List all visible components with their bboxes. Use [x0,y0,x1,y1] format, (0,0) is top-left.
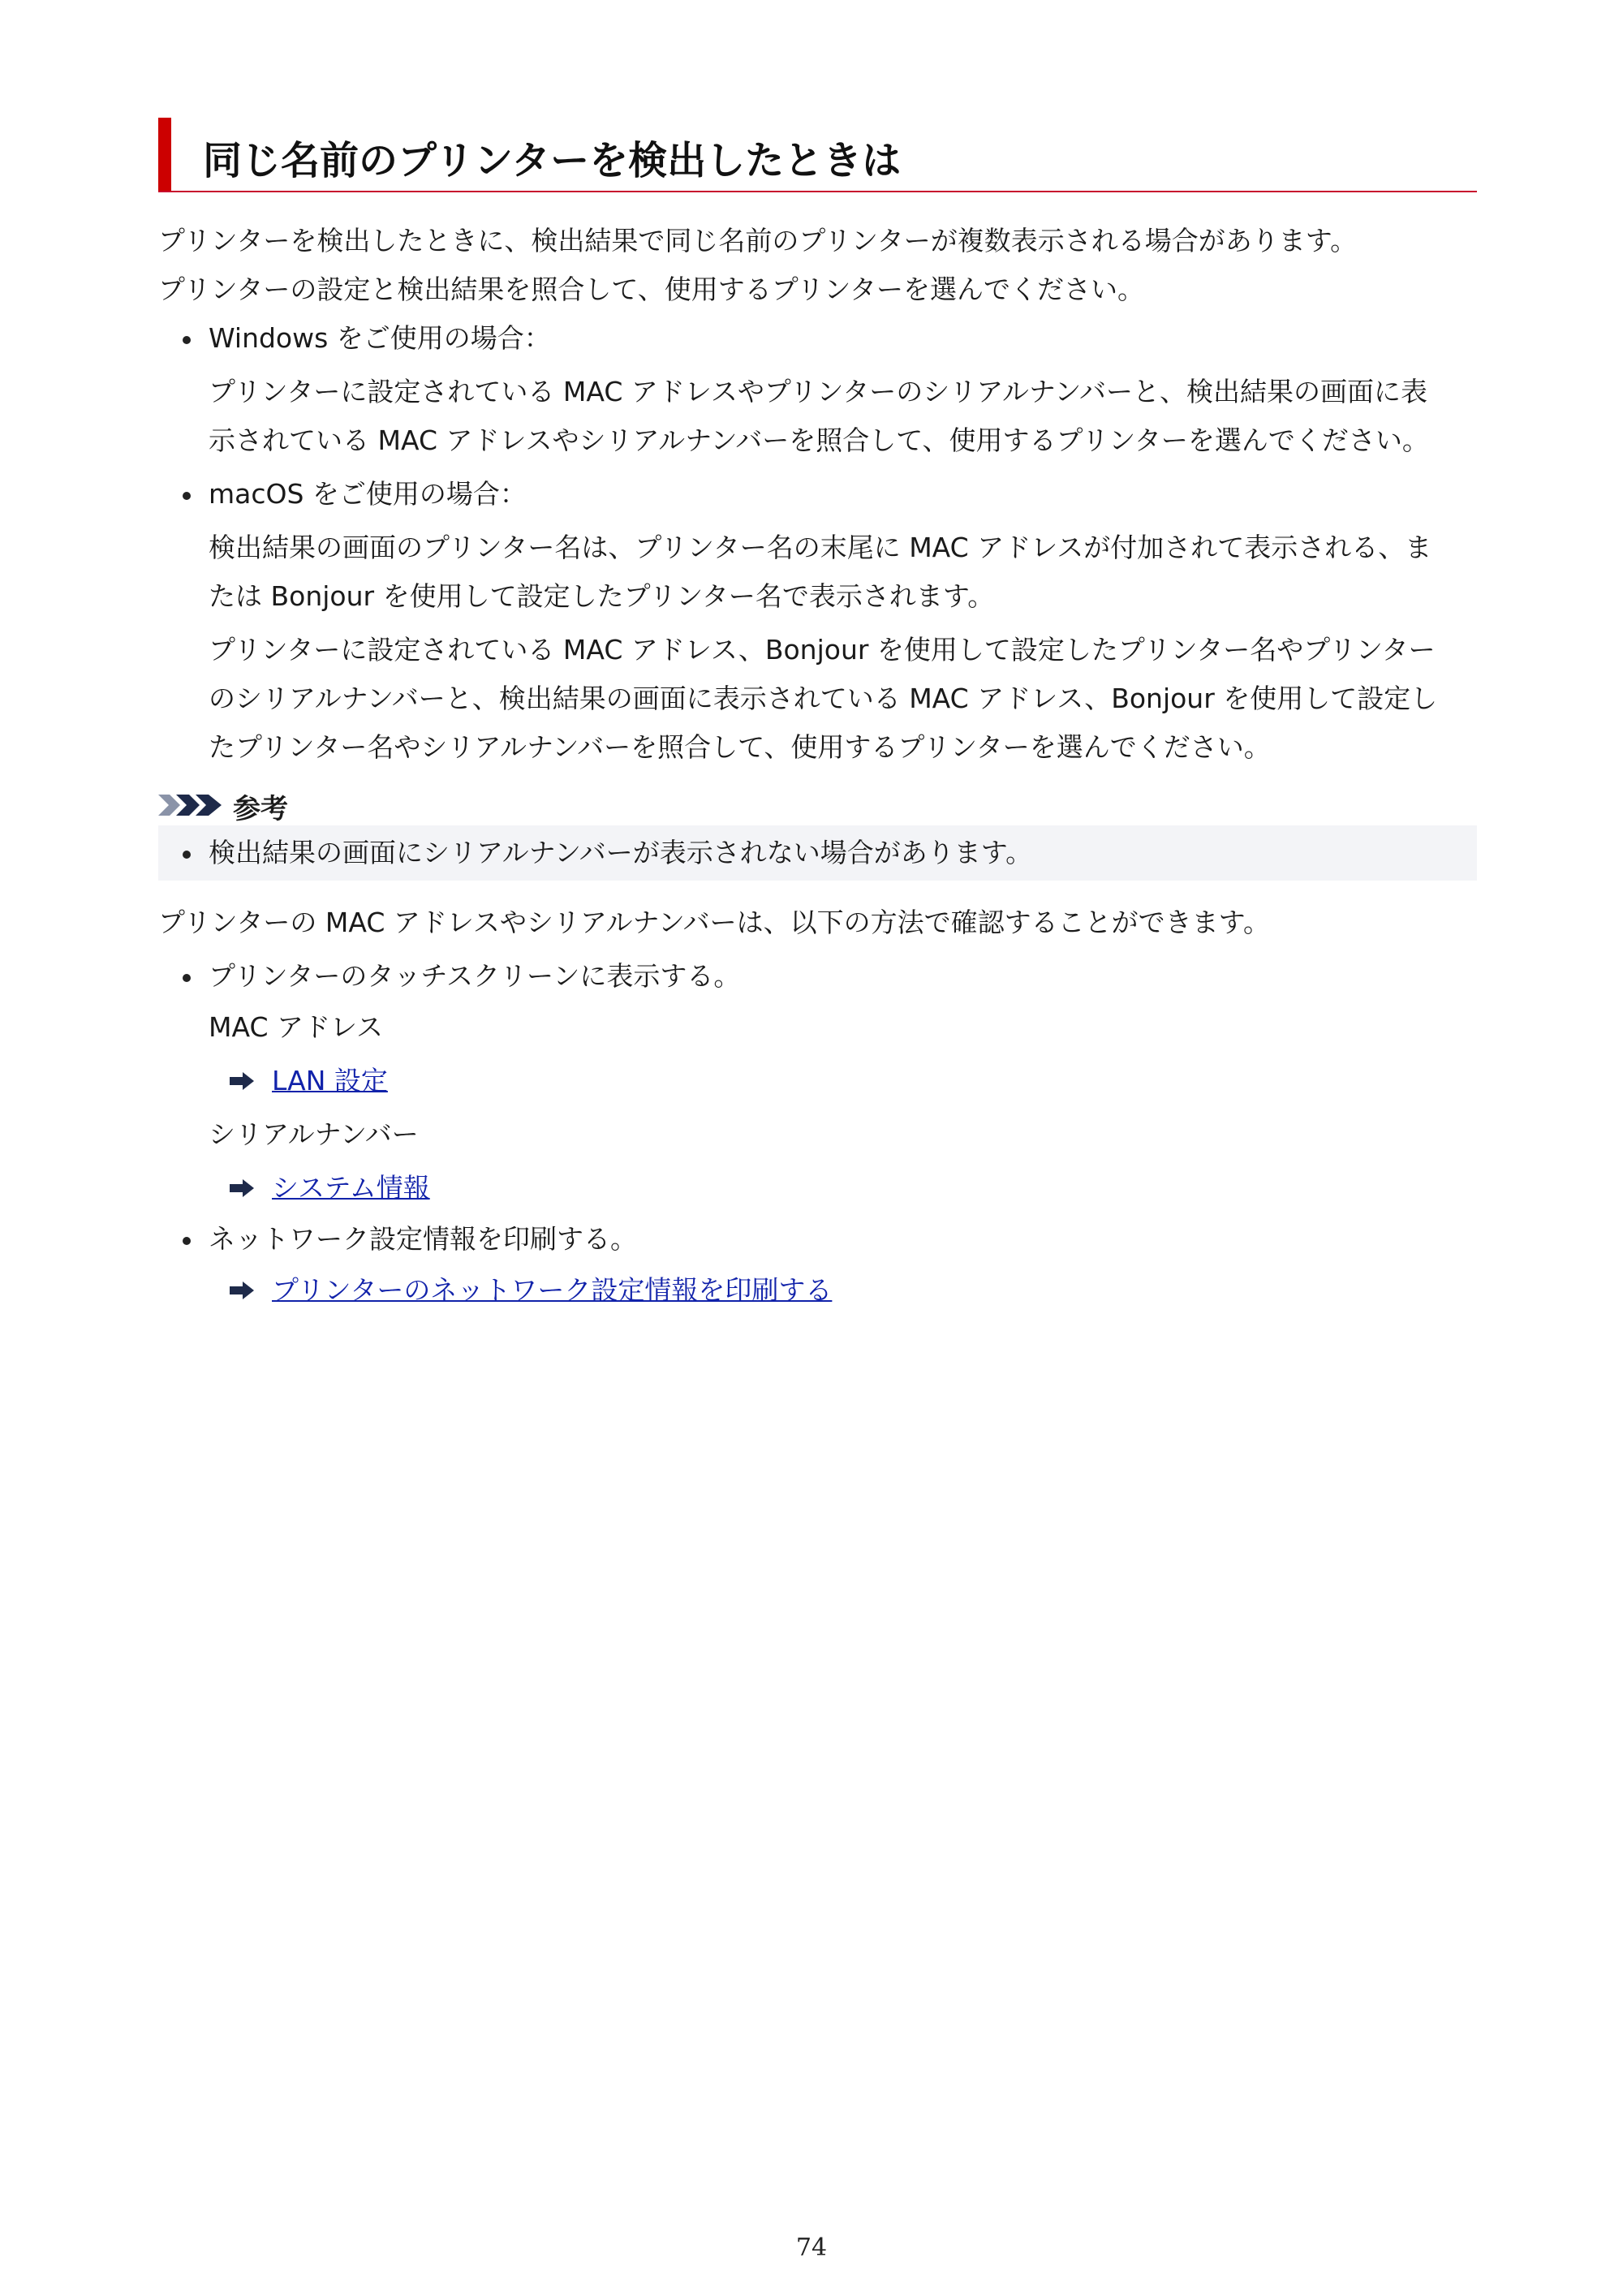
page-number: 74 [795,2234,828,2262]
arrow-right-icon [230,1282,254,1299]
mac-address-label: MAC アドレス [209,1011,384,1043]
note-item [158,829,1032,877]
system-info-link[interactable]: システム情報 [272,1172,430,1204]
lan-settings-link-row [158,1054,1477,1108]
list-item-macos [158,470,1477,519]
touchscreen-label: プリンターのタッチスクリーンに表示する。 [209,960,741,992]
lan-settings-link[interactable]: LAN 設定 [272,1065,388,1096]
windows-description [158,368,1477,465]
macos-p2-line-1: プリンターに設定されている MAC アドレス、Bonjour を使用して設定したプリンター名やプリンター [209,634,1436,666]
macos-description-1 [158,523,1477,621]
macos-label: macOS をご使用の場合： [209,478,527,510]
windows-line-1: プリンターに設定されている MAC アドレスやプリンターのシリアルナンバーと、検出結果の画面に表 [209,376,1427,407]
note-arrows-icon [158,795,223,816]
bullet-icon [183,492,191,500]
note-title: 参考 [233,793,288,825]
arrow-right-icon [230,1072,254,1090]
page-content [158,118,1477,1317]
note-header [158,783,1477,825]
bullet-icon [183,1237,191,1245]
print-label: ネットワーク設定情報を印刷する。 [209,1223,637,1255]
bullet-icon [183,851,191,859]
list-item-windows [158,314,1477,363]
macos-p1-line-2: たは Bonjour を使用して設定したプリンター名で表示されます。 [209,580,995,612]
title-section [158,118,1477,192]
list-item-touchscreen [158,952,1477,1001]
confirm-paragraph: プリンターの MAC アドレスやシリアルナンバーは、以下の方法で確認することができます。 [158,907,1270,938]
serial-number-label: シリアルナンバー [209,1118,419,1150]
bullet-icon [183,974,191,982]
macos-p2-line-2: のシリアルナンバーと、検出結果の画面に表示されている MAC アドレス、Bonjour を使用して設定し [209,683,1438,714]
print-settings-link-row [158,1264,1477,1317]
macos-p2-line-3: たプリンター名やシリアルナンバーを照合して、使用するプリンターを選んでください。 [209,731,1271,763]
macos-description-2 [158,626,1477,772]
intro-paragraph-2: プリンターの設定と検出結果を照合して、使用するプリンターを選んでください。 [158,274,1145,305]
windows-line-2: 示されている MAC アドレスやシリアルナンバーを照合して、使用するプリンターを選んでください。 [209,424,1429,456]
arrow-right-icon [230,1179,254,1197]
list-item-print [158,1215,1477,1264]
page-title: 同じ名前のプリンターを検出したときは [203,138,902,183]
note-item-text: 検出結果の画面にシリアルナンバーが表示されない場合があります。 [209,837,1033,868]
macos-p1-line-1: 検出結果の画面のプリンター名は、プリンター名の末尾に MAC アドレスが付加されて表示される、ま [209,532,1432,563]
title-accent-bar [158,118,171,191]
bullet-icon [183,336,191,344]
system-info-link-row [158,1161,1477,1215]
windows-label: Windows をご使用の場合： [209,322,551,354]
note-box [158,825,1477,881]
print-network-settings-link[interactable]: プリンターのネットワーク設定情報を印刷する [272,1274,833,1306]
intro-paragraph-1: プリンターを検出したときに、検出結果で同じ名前のプリンターが複数表示される場合があります。 [158,225,1358,256]
